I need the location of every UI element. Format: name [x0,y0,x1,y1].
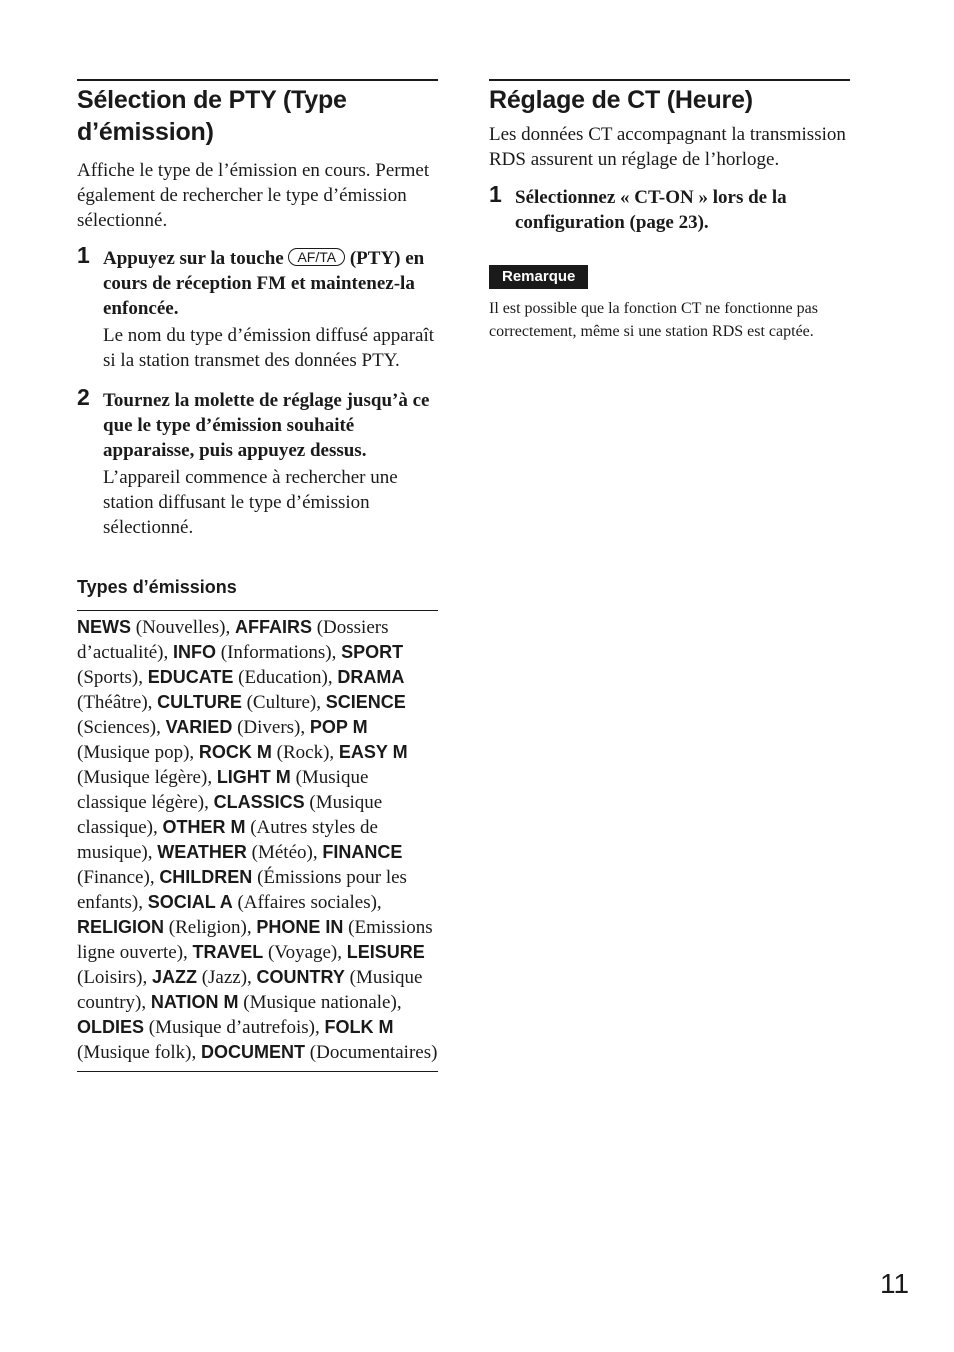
program-type-description: (Finance) [77,867,150,888]
program-type-description: (Musique classique) [77,792,383,838]
program-type-description: (Affaires sociales) [237,892,377,913]
pty-step-2 [77,384,438,540]
program-type-code: SOCIAL A [147,892,233,912]
program-type-code: AFFAIRS [234,617,312,637]
program-type-code: POP M [309,717,368,737]
program-type-code: NEWS [77,617,131,637]
step-instruction-text: Appuyez sur la touche [103,248,284,269]
program-type-code: CHILDREN [159,867,253,887]
program-type-item [193,942,338,963]
program-type-description: (Musique folk) [77,1042,192,1063]
program-type-description: (Religion) [168,917,247,938]
program-type-code: FINANCE [322,842,403,862]
types-heading: Types d’émissions [77,577,237,597]
program-type-description: (Documentaires) [309,1042,438,1063]
program-type-description: (Musique pop) [77,742,190,763]
program-type-description: (Météo) [251,842,313,863]
note-label: Remarque [489,265,588,289]
program-type-code: SPORT [341,642,404,662]
pty-section-title: Sélection de PTY (Type d’émission) [77,86,347,146]
step-result: Le nom du type d’émission diffusé apparaît si la station transmet des données PTY. [103,325,435,371]
note-text: Il est possible que la fonction CT ne fonctionne pas correctement, même si une station RDS est captée. [489,300,818,340]
right-column [489,79,850,343]
program-type-item [157,692,316,713]
step-instruction: Sélectionnez « CT-ON » lors de la configuration (page 23). [515,187,787,233]
program-type-item [201,1042,437,1063]
step-number: 2 [77,384,90,410]
program-type-item [199,742,330,763]
program-type-code: LEISURE [346,942,425,962]
program-type-code: FOLK M [324,1017,394,1037]
program-type-item [152,967,247,988]
program-type-description: (Musique classique légère) [77,767,369,813]
program-type-description: (Musique nationale) [243,992,397,1013]
program-type-item [148,892,377,913]
program-type-description: (Jazz) [201,967,248,988]
program-type-code: DOCUMENT [201,1042,306,1062]
program-type-code: INFO [173,642,217,662]
program-type-item [166,717,301,738]
program-type-item [77,1017,315,1038]
program-type-code: PHONE IN [256,917,344,937]
step-instruction: Tournez la molette de réglage jusqu’à ce que le type d’émission souhaité apparaisse, puis appuyez dessus. [103,390,430,461]
left-column [77,79,438,1072]
ct-intro: Les données CT accompagnant la transmission RDS assurent un réglage de l’horloge. [489,124,846,170]
program-type-item [173,642,332,663]
program-type-code: COUNTRY [256,967,345,987]
ct-section-title: Réglage de CT (Heure) [489,86,753,114]
step-instruction [103,246,438,321]
program-type-item [77,917,247,938]
program-type-description: (Voyage) [267,942,338,963]
pty-step-1 [77,242,438,373]
program-type-code: CLASSICS [213,792,305,812]
step-number: 1 [489,181,502,207]
af-ta-button-icon: AF/TA [288,248,345,266]
program-type-code: LIGHT M [216,767,291,787]
section-rule [77,79,438,81]
program-type-description: (Divers) [237,717,301,738]
program-type-item [157,842,313,863]
step-instruction-text: (PTY) en cours de réception FM et maintenez-la enfoncée. [103,248,425,319]
program-type-code: CULTURE [157,692,242,712]
pty-intro: Affiche le type de l’émission en cours. Permet également de rechercher le type d’émission sélectionné. [77,160,430,231]
program-type-item [77,617,225,638]
program-type-description: (Loisirs) [77,967,143,988]
program-type-item [151,992,397,1013]
program-type-description: (Dossiers d’actualité) [77,617,389,663]
program-type-description: (Musique country) [77,967,423,1013]
program-type-code: SCIENCE [325,692,406,712]
program-type-code: JAZZ [151,967,197,987]
program-type-description: (Education) [238,667,328,688]
program-type-description: (Sports) [77,667,139,688]
ct-step-1 [489,181,850,235]
program-types-list: NEWS (Nouvelles), AFFAIRS (Dossiers d’actualité), INFO (Informations), SPORT (Sports), EDUCATE (Education), DRAMA (Théâtre), CULTURE (Culture), SCIENCE (Sciences), VARIED (Divers), POP M (Musique pop), ROCK M (Rock), EASY M (Musique légère), LIGHT M (Musique classique légère), CLASSICS (Musique classique), OTHER M (Autres styles de musique), WEATHER (Météo), FINANCE (Finance), CHILDREN (Émissions pour les enfants), SOCIAL A (Affaires sociales), RELIGION (Religion), PHONE IN (Emissions ligne ouverte), TRAVEL (Voyage), LEISURE (Loisirs), JAZZ (Jazz), COUNTRY (Musique country), NATION M (Musique nationale), OLDIES (Musique d’autrefois), FOLK M (Musique folk), DOCUMENT (Documentaires) [77,610,438,1072]
program-type-code: EASY M [338,742,408,762]
section-rule [489,79,850,81]
program-type-code: RELIGION [77,917,165,937]
program-type-description: (Rock) [276,742,330,763]
program-type-code: WEATHER [157,842,247,862]
program-type-item [148,667,328,688]
program-type-code: VARIED [165,717,233,737]
step-result: L’appareil commence à rechercher une station diffusant le type d’émission sélectionné. [103,467,398,538]
program-type-code: OLDIES [77,1017,145,1037]
program-type-code: TRAVEL [192,942,264,962]
program-type-code: OTHER M [162,817,246,837]
program-type-code: DRAMA [337,667,405,687]
program-type-description: (Émissions pour les enfants) [77,867,407,913]
program-type-description: (Musique légère) [77,767,208,788]
step-number: 1 [77,242,90,268]
program-type-description: (Nouvelles) [135,617,226,638]
program-type-description: (Théâtre) [77,692,148,713]
program-type-description: (Autres styles de musique) [77,817,378,863]
program-type-description: (Sciences) [77,717,157,738]
program-type-description: (Informations) [220,642,332,663]
program-type-code: EDUCATE [147,667,234,687]
program-type-description: (Musique d’autrefois) [148,1017,315,1038]
page-number: 11 [880,1268,910,1299]
program-type-description: (Emissions ligne ouverte) [77,917,433,963]
program-type-code: ROCK M [198,742,272,762]
program-type-description: (Culture) [246,692,317,713]
program-type-code: NATION M [150,992,239,1012]
